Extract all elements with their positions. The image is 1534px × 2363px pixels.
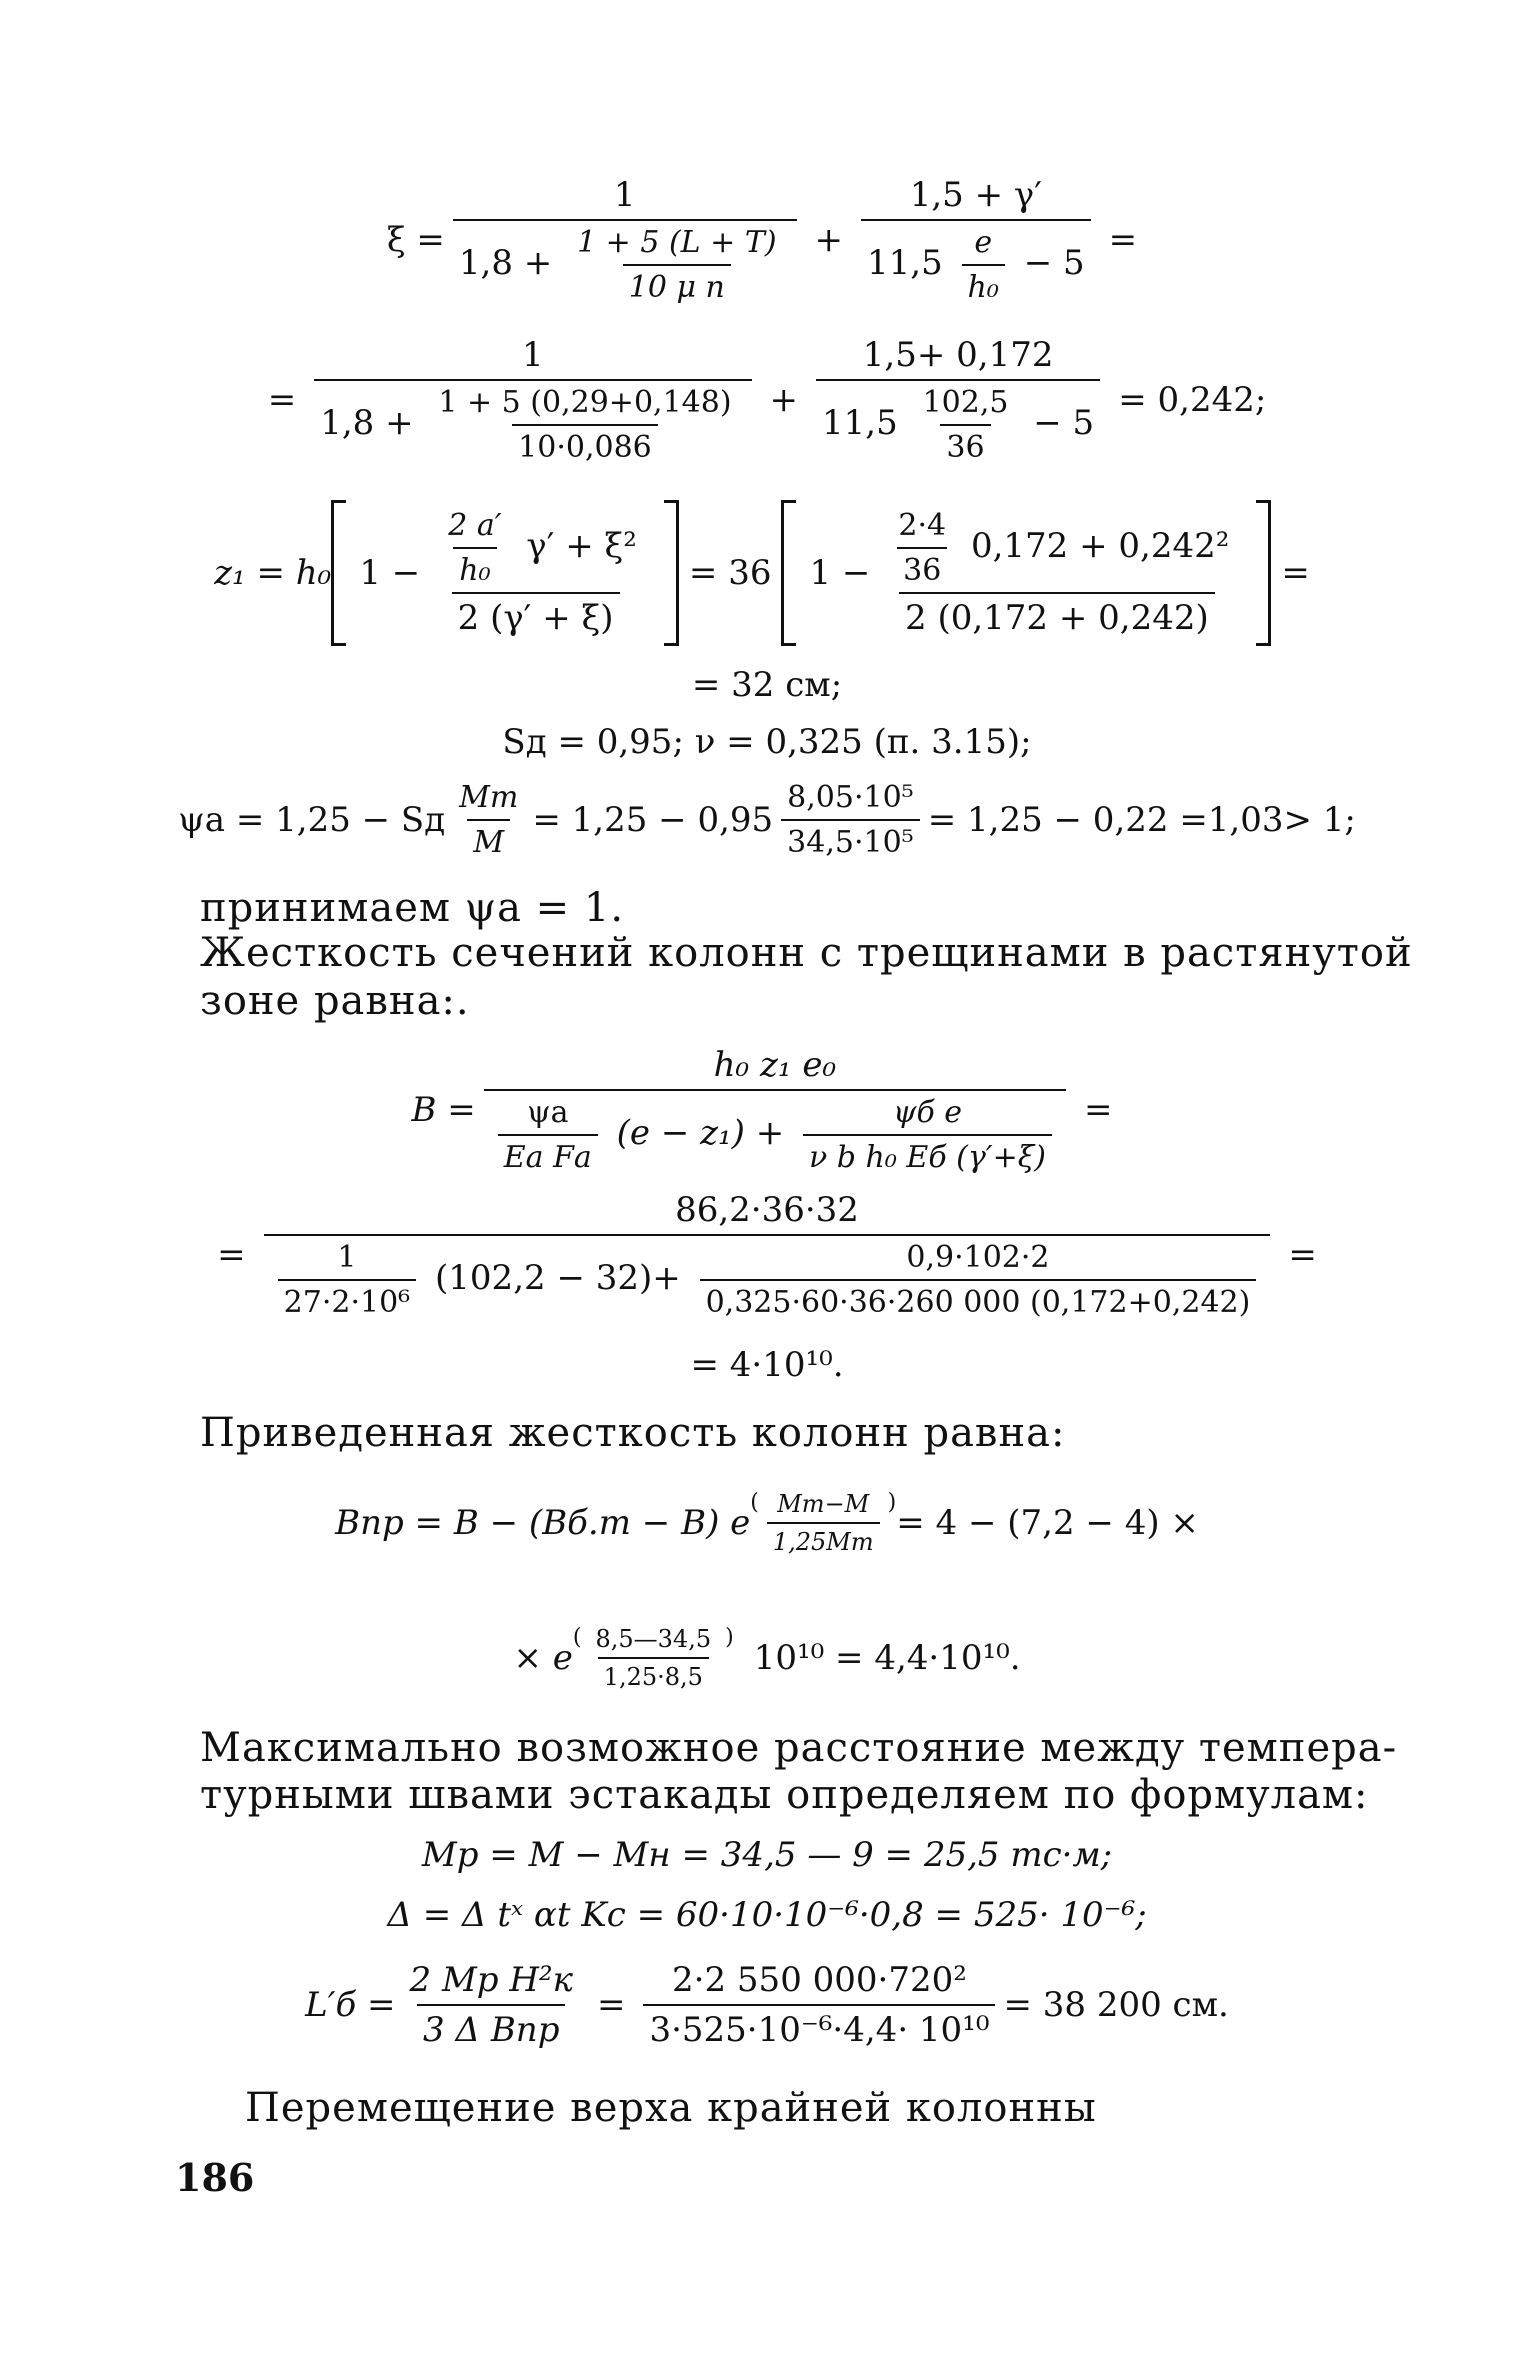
formula-xi: ξ = 1 1,8 + $\frac{1 + 5 (L + T)}{\text{10 μ n}}$ + 1,5 + γ′ 11,5 $\frac{e}{\text{h₀}}$ − 5 = [386, 175, 1138, 305]
paragraph: Жесткость сечений колонн с трещинами в растянутой [200, 930, 1413, 976]
formula-b-result: = 4·10¹⁰. [690, 1345, 844, 1385]
bracket-group: 1 − $\frac{2 a'}{\text{h₀}}$ γ′ + ξ² 2 (γ′ + ξ) [331, 500, 679, 646]
paragraph: Приведенная жесткость колонн равна: [200, 1410, 1066, 1456]
page-number: 186 [175, 2155, 255, 2200]
formula-sd-nu: Sд = 0,95; ν = 0,325 (п. 3.15); [502, 722, 1032, 762]
formula-bpr-cont: × e ( $\frac{8,5—34,5}{1,25\cdot 8,5}$ ) 10¹⁰ = 4,4·10¹⁰. [513, 1625, 1021, 1691]
paragraph: зоне равна:. [200, 978, 470, 1024]
paragraph: турными швами эстакады определяем по формулам: [200, 1772, 1369, 1818]
paragraph: Перемещение верха крайней колонны [245, 2085, 1097, 2131]
formula-bpr: Bпр = B − (Bб.т − B) e ( $\frac{Mт-M}{1,25Mт}$ ) = 4 − (7,2 − 4) × [335, 1490, 1199, 1556]
paragraph: Максимально возможное расстояние между темпера- [200, 1725, 1398, 1771]
paragraph: принимаем ψа = 1. [200, 885, 625, 931]
formula-lhs: ξ = [386, 220, 445, 260]
bracket-group: 1 − $\frac{2\cdot 4}{36}$ 0,172 + 0,242² 2 (0,172 + 0,242) [781, 500, 1271, 646]
formula-lb: L′б = $\frac{\text{2 Mр H²к}}{\text{3 Δ Bпр}}$ = $\frac{\text{2·2 550 000·720²}}{\text{3·525·10⁻⁶·4,4· 10¹⁰}}$ = 38 200 см. [305, 1960, 1229, 2050]
formula-b-values: = 86,2·36·32 $\frac{1}{\text{27·2·10⁶}}$ (102,2 − 32)+ $\frac{0,9\cdot 102\cdot 2}{0,325\cdot 60\cdot 36\cdot 260 000 (0,172+0,242)}$ = [217, 1190, 1317, 1320]
formula-xi-values: = 1 1,8 + $\frac{1 + 5 (0,29+0,148)}{10\cdot 0,086}$ + 1,5+ 0,172 11,5 $\frac{102,5}{36}$ − 5 = 0,242; [267, 335, 1267, 465]
formula-z1: z₁ = h₀ 1 − $\frac{2 a'}{\text{h₀}}$ γ′ + ξ² 2 (γ′ + ξ) = 36 1 − $\frac{2\cdot 4}{36}$ 0,172 + 0,242² 2 (0,172 + 0,242) = [0, 500, 1534, 646]
formula-mp: Mр = M − Mн = 34,5 — 9 = 25,5 тс·м; [421, 1835, 1113, 1875]
formula-b: B = h₀ z₁ e₀ $\frac{\psi а}{\text{Eа Fа}}$ (e − z₁) + $\frac{\text{ψб e}}{\text{ν b h₀ Eб (γ′+ξ)}}$ = [411, 1045, 1113, 1175]
fraction: 1,5 + γ′ 11,5 $\frac{e}{\text{h₀}}$ − 5 [861, 175, 1091, 305]
fraction: 1 1,8 + $\frac{1 + 5 (L + T)}{\text{10 μ n}}$ [453, 175, 797, 305]
formula-psi-a: ψа = 1,25 − Sд $\frac{Mт}{M}$ = 1,25 − 0,95 $\frac{\text{8,05·10⁵}}{\text{34,5·10⁵}}$ = 1,25 − 0,22 =1,03> 1; [178, 780, 1356, 860]
formula-z1-result: = 32 см; [691, 665, 843, 705]
formula-delta: Δ = Δ tˣ αt Kс = 60·10·10⁻⁶·0,8 = 525· 10⁻⁶; [387, 1895, 1147, 1935]
